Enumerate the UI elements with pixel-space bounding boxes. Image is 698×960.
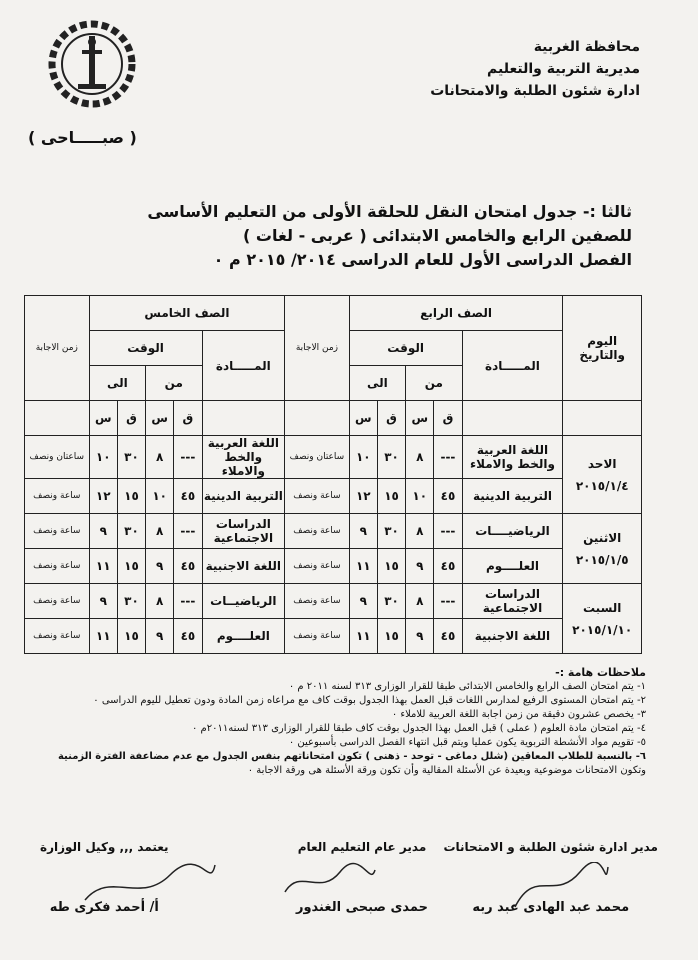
- day-date-cell: [563, 436, 642, 514]
- header-q: ق: [174, 401, 202, 436]
- header-administration: ادارة شئون الطلبة والامتحانات: [430, 83, 640, 99]
- to-hour-grade-5: ١١: [89, 549, 117, 584]
- from-minutes-grade-5: ٤٥: [174, 619, 202, 654]
- answer-time-grade-5: ساعة ونصف: [25, 514, 90, 549]
- notes-section: [36, 666, 646, 778]
- header-directorate: مديرية التربية والتعليم: [487, 61, 640, 77]
- to-minutes-grade-4: ٣٠: [377, 584, 405, 619]
- title-line-1: ثالثا :- جدول امتحان النقل للحلقة الأولى من التعليم الأساسى: [147, 202, 632, 221]
- subject-grade-5: اللغة العربية والخط والاملاء: [202, 436, 285, 479]
- note-item: ٤- يتم امتحان مادة العلوم ( عملى ) قبل العمل بهذا الجدول بوقت كاف طبقا للقرار الوزارى ٣١٣ لسنه٢٠١١م ٠: [192, 723, 646, 734]
- answer-time-grade-4: ساعة ونصف: [285, 584, 350, 619]
- from-hour-grade-5: ٩: [146, 619, 174, 654]
- from-hour-grade-5: ٨: [146, 436, 174, 479]
- subject-grade-4: العلــــوم: [462, 549, 563, 584]
- subject-grade-5: التربية الدينية: [202, 479, 285, 514]
- to-minutes-grade-5: ٣٠: [117, 514, 145, 549]
- to-hour-grade-5: ١٠: [89, 436, 117, 479]
- header-s: س: [406, 401, 434, 436]
- header-governorate: محافظة الغربية: [533, 39, 640, 55]
- day-date-cell: [563, 514, 642, 584]
- answer-time-grade-5: ساعة ونصف: [25, 549, 90, 584]
- day-label: السبت: [582, 600, 622, 615]
- answer-time-grade-4: ساعة ونصف: [285, 619, 350, 654]
- note-item: ٥- تقويم مواد الأنشطة التربوية يكون عمليا ويتم قبل انتهاء الفصل الدراسى بأسبوعين ٠: [288, 737, 646, 748]
- answer-time-grade-5: ساعتان ونصف: [25, 436, 90, 479]
- subject-grade-4: التربية الدينية: [462, 479, 563, 514]
- from-minutes-grade-5: ---: [174, 584, 202, 619]
- to-hour-grade-4: ١٠: [349, 436, 377, 479]
- from-hour-grade-4: ٩: [406, 619, 434, 654]
- header-q: ق: [377, 401, 405, 436]
- handwritten-signature-right: [510, 862, 610, 912]
- day-date-cell: [563, 584, 642, 654]
- date-label: ٢٠١٥/١/٤: [575, 478, 629, 493]
- from-minutes-grade-4: ---: [434, 514, 462, 549]
- subject-grade-5: الرياضيــات: [202, 584, 285, 619]
- header-spacer: [285, 401, 350, 436]
- signature-left-name: أ/ أحمد فكرى طه: [49, 900, 159, 915]
- header-spacer: [462, 401, 563, 436]
- signature-center-name: حمدى صبحى الغندور: [295, 900, 428, 915]
- note-item: ٣- يخصص عشرون دقيقة من زمن اجابة اللغة العربية للاملاء ٠: [391, 709, 646, 720]
- from-minutes-grade-4: ---: [434, 436, 462, 479]
- organization-header: [430, 36, 640, 102]
- to-hour-grade-5: ٩: [89, 514, 117, 549]
- date-label: ٢٠١٥/١/١٠: [572, 622, 633, 637]
- header-subject-4: المـــــادة: [462, 331, 563, 401]
- to-hour-grade-4: ١٢: [349, 479, 377, 514]
- directorate-logo: [48, 20, 136, 108]
- handwritten-signature-left: [80, 860, 220, 910]
- note-item: وتكون الامتحانات موضوعية وبعيدة عن الأسئلة المقالية وأن تكون ورقة الأسئلة هى ورقة الاجابة ٠: [247, 765, 646, 776]
- signature-right-title: مدير ادارة شئون الطلبة و الامتحانات: [443, 840, 658, 854]
- header-time-5: الوقت: [89, 331, 202, 366]
- signature-center-title: مدير عام التعليم العام: [297, 840, 427, 854]
- table-row: [25, 514, 642, 549]
- handwritten-signature-center: [280, 862, 380, 902]
- day-label: الاحد: [587, 456, 617, 471]
- answer-time-grade-5: ساعة ونصف: [25, 619, 90, 654]
- answer-time-grade-4: ساعتان ونصف: [285, 436, 350, 479]
- to-hour-grade-4: ١١: [349, 549, 377, 584]
- to-minutes-grade-4: ١٥: [377, 479, 405, 514]
- header-s: س: [349, 401, 377, 436]
- title-line-2: للصفين الرابع والخامس الابتدائى ( عربى - لغات ): [242, 226, 632, 245]
- subject-grade-5: الدراسات الاجتماعية: [202, 514, 285, 549]
- from-hour-grade-5: ١٠: [146, 479, 174, 514]
- to-minutes-grade-5: ١٥: [117, 619, 145, 654]
- from-hour-grade-4: ٩: [406, 549, 434, 584]
- to-minutes-grade-4: ٣٠: [377, 514, 405, 549]
- to-minutes-grade-4: ١٥: [377, 549, 405, 584]
- note-item: ١- يتم امتحان الصف الرابع والخامس الابتدائى طبقا للقرار الوزارى ٣١٣ لسنه ٢٠١١ م ٠: [288, 681, 646, 692]
- to-minutes-grade-4: ٣٠: [377, 436, 405, 479]
- header-q: ق: [434, 401, 462, 436]
- from-hour-grade-4: ٨: [406, 436, 434, 479]
- header-grade-5: الصف الخامس: [89, 296, 285, 331]
- header-s: س: [146, 401, 174, 436]
- from-hour-grade-4: ٨: [406, 514, 434, 549]
- from-hour-grade-5: ٨: [146, 514, 174, 549]
- signature-left-title: يعتمد ,,, وكيل الوزارة: [40, 840, 169, 854]
- header-answer-time-4: زمن الاجابة: [285, 296, 350, 401]
- answer-time-grade-4: ساعة ونصف: [285, 514, 350, 549]
- table-row: [25, 584, 642, 619]
- from-minutes-grade-4: ٤٥: [434, 549, 462, 584]
- table-row: [25, 549, 642, 584]
- header-q: ق: [117, 401, 145, 436]
- table-row: [25, 479, 642, 514]
- subject-grade-4: الرياضيــــات: [462, 514, 563, 549]
- header-time-4: الوقت: [349, 331, 462, 366]
- table-row: [25, 436, 642, 479]
- subject-grade-4: اللغة الاجنبية: [462, 619, 563, 654]
- date-label: ٢٠١٥/١/٥: [575, 552, 629, 567]
- to-hour-grade-4: ١١: [349, 619, 377, 654]
- header-to-5: الى: [89, 366, 145, 401]
- from-hour-grade-4: ٨: [406, 584, 434, 619]
- to-minutes-grade-4: ١٥: [377, 619, 405, 654]
- answer-time-grade-4: ساعة ونصف: [285, 549, 350, 584]
- document-title: [147, 200, 632, 272]
- from-minutes-grade-5: ٤٥: [174, 549, 202, 584]
- session-label: ( صبـــــاحى ): [28, 128, 137, 147]
- exam-schedule-table: [24, 295, 642, 654]
- signature-right-name: محمد عبد الهادى عبد ربه: [472, 900, 630, 915]
- subject-grade-4: الدراسات الاجتماعية: [462, 584, 563, 619]
- header-grade-4: الصف الرابع: [349, 296, 563, 331]
- to-hour-grade-5: ١٢: [89, 479, 117, 514]
- from-hour-grade-4: ١٠: [406, 479, 434, 514]
- header-from-4: من: [406, 366, 462, 401]
- note-item: ٦- بالنسبة للطلاب المعاقين (شلل دماغى - توحد - ذهنى ) تكون امتحاناتهم بنفس الجدول مع عدم مضاعفة الفترة الزمنية: [57, 751, 646, 762]
- header-spacer: [25, 401, 90, 436]
- from-minutes-grade-5: ٤٥: [174, 479, 202, 514]
- from-hour-grade-5: ٩: [146, 549, 174, 584]
- header-subject-5: المـــــادة: [202, 331, 285, 401]
- subject-grade-4: اللغة العربية والخط والاملاء: [462, 436, 563, 479]
- from-minutes-grade-4: ---: [434, 584, 462, 619]
- to-hour-grade-5: ١١: [89, 619, 117, 654]
- to-hour-grade-4: ٩: [349, 514, 377, 549]
- to-minutes-grade-5: ١٥: [117, 479, 145, 514]
- from-hour-grade-5: ٨: [146, 584, 174, 619]
- to-hour-grade-5: ٩: [89, 584, 117, 619]
- to-minutes-grade-5: ١٥: [117, 549, 145, 584]
- note-item: ٢- يتم امتحان المستوى الرفيع لمدارس اللغات قبل العمل بهذا الجدول بوقت كاف مع مراعاه زمن المادة ودون تعطيل لليوم الدراسى ٠: [93, 695, 646, 706]
- header-spacer: [202, 401, 285, 436]
- header-from-5: من: [146, 366, 202, 401]
- from-minutes-grade-5: ---: [174, 514, 202, 549]
- answer-time-grade-5: ساعة ونصف: [25, 584, 90, 619]
- table-row: [25, 619, 642, 654]
- notes-heading: ملاحظات هامة :-: [555, 666, 646, 679]
- day-label: الاثنين: [583, 530, 622, 545]
- header-spacer: [563, 401, 642, 436]
- subject-grade-5: العلــــوم: [202, 619, 285, 654]
- header-to-4: الى: [349, 366, 405, 401]
- from-minutes-grade-4: ٤٥: [434, 479, 462, 514]
- to-hour-grade-4: ٩: [349, 584, 377, 619]
- header-answer-time-5: زمن الاجابة: [25, 296, 90, 401]
- header-s: س: [89, 401, 117, 436]
- from-minutes-grade-5: ---: [174, 436, 202, 479]
- title-line-3: الفصل الدراسى الأول للعام الدراسى ٢٠١٤/ ٢٠١٥ م ٠: [213, 250, 632, 269]
- header-day-date: اليوم والتاريخ: [563, 296, 642, 401]
- from-minutes-grade-4: ٤٥: [434, 619, 462, 654]
- answer-time-grade-5: ساعة ونصف: [25, 479, 90, 514]
- to-minutes-grade-5: ٣٠: [117, 584, 145, 619]
- to-minutes-grade-5: ٣٠: [117, 436, 145, 479]
- subject-grade-5: اللغة الاجنبية: [202, 549, 285, 584]
- answer-time-grade-4: ساعة ونصف: [285, 479, 350, 514]
